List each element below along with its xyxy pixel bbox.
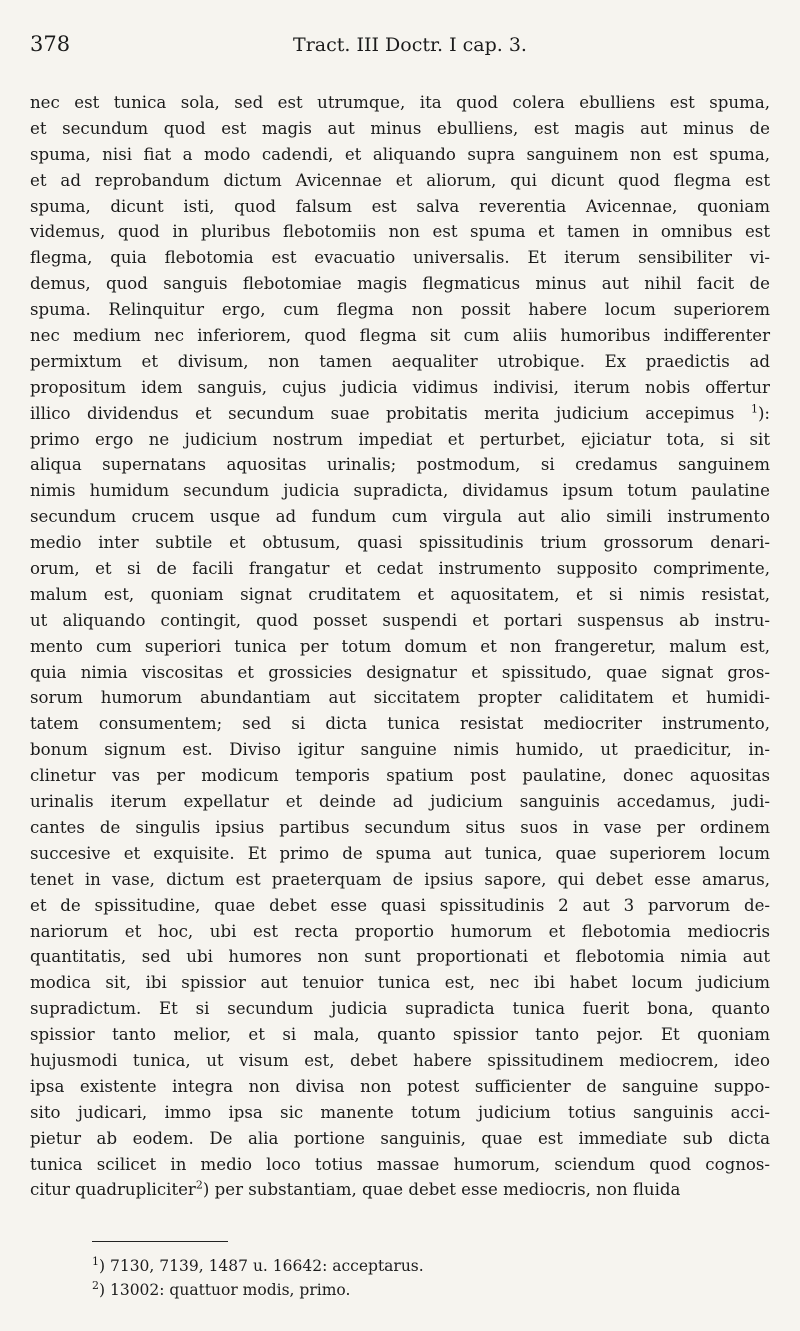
footnote-mark: 1 bbox=[750, 402, 758, 416]
text-line: supradictum. Et si secundum judicia supradicta tunica fuerit bona, quanto bbox=[30, 999, 770, 1019]
footnote-2 bbox=[92, 1278, 424, 1302]
text-line: spissior tanto melior, et si mala, quanto spissior tanto pejor. Et quoniam bbox=[30, 1025, 770, 1045]
text-line: aliqua supernatans aquositas urinalis; postmodum, si credamus sanguinem bbox=[30, 455, 770, 475]
text-line: medio inter subtile et obtusum, quasi spissitudinis trium grossorum denari- bbox=[30, 533, 770, 553]
text-line bbox=[30, 1177, 770, 1203]
text-line: malum est, quoniam signat cruditatem et aquositatem, et si nimis resistat, bbox=[30, 584, 770, 604]
footnote-ref-2 bbox=[196, 1180, 209, 1199]
footnote-divider bbox=[92, 1241, 228, 1242]
text-line: primo ergo ne judicium nostrum impediat et perturbet, ejiciatur tota, si sit bbox=[30, 429, 770, 449]
text-line: orum, et si de facili frangatur et cedat instrumento supposito comprimente, bbox=[30, 559, 770, 579]
text-line: bonum signum est. Diviso igitur sanguine nimis humido, ut praedicitur, in- bbox=[30, 740, 770, 760]
text-line: spuma, nisi fiat a modo cadendi, et aliquando supra sanguinem non est spuma, bbox=[30, 144, 770, 164]
text-line: sorum humorum abundantiam aut siccitatem propter caliditatem et humidi- bbox=[30, 688, 770, 708]
footnote-1 bbox=[92, 1254, 424, 1278]
footnote-ref-suffix: ) bbox=[202, 1180, 210, 1200]
text-line: tenet in vase, dictum est praeterquam de ipsius sapore, qui debet esse amarus, bbox=[30, 869, 770, 889]
text-line: ut aliquando contingit, quod posset suspendi et portari suspensus ab instru- bbox=[30, 610, 770, 630]
footnote-number: 2 bbox=[92, 1278, 99, 1292]
footnote-mark: 2 bbox=[195, 1178, 203, 1192]
page-header bbox=[30, 32, 770, 60]
text-line: pietur ab eodem. De alia portione sanguinis, quae est immediate sub dicta bbox=[30, 1128, 770, 1148]
text-line: sito judicari, immo ipsa sic manente totum judicium totius sanguinis acci- bbox=[30, 1102, 770, 1122]
text-line: demus, quod sanguis flebotomiae magis flegmaticus minus aut nihil facit de bbox=[30, 274, 770, 294]
text-line: cantes de singulis ipsius partibus secundum situs suos in vase per ordinem bbox=[30, 817, 770, 837]
page-number: 378 bbox=[30, 32, 71, 56]
text-segment: citur quadrupliciter bbox=[30, 1180, 196, 1200]
footnote-number: 1 bbox=[92, 1254, 99, 1268]
footnote-ref-1 bbox=[751, 404, 770, 423]
footnotes bbox=[92, 1254, 424, 1302]
text-line: propositum idem sanguis, cujus judicia vidimus indivisi, iterum nobis offertur bbox=[30, 377, 770, 397]
text-line: permixtum et divisum, non tamen aequaliter utrobique. Ex praedictis ad bbox=[30, 351, 770, 371]
text-line: tunica scilicet in medio loco totius massae humorum, sciendum quod cognos- bbox=[30, 1154, 770, 1174]
text-line bbox=[30, 401, 770, 427]
text-line: ipsa existente integra non divisa non potest sufficienter de sanguine suppo- bbox=[30, 1076, 770, 1096]
text-line: tatem consumentem; sed si dicta tunica resistat mediocriter instrumento, bbox=[30, 714, 770, 734]
footnote-text: ) 13002: quattuor modis, primo. bbox=[99, 1281, 351, 1299]
text-line: urinalis iterum expellatur et deinde ad judicium sanguinis accedamus, judi- bbox=[30, 792, 770, 812]
running-head: Tract. III Doctr. I cap. 3. bbox=[293, 34, 527, 56]
text-line: quia nimia viscositas et grossicies designatur et spissitudo, quae signat gros- bbox=[30, 662, 770, 682]
text-line: quantitatis, sed ubi humores non sunt proportionati et flebotomia nimia aut bbox=[30, 947, 770, 967]
text-line: succesive et exquisite. Et primo de spuma aut tunica, quae superiorem locum bbox=[30, 843, 770, 863]
footnote-ref-suffix: ): bbox=[757, 403, 771, 423]
text-line: hujusmodi tunica, ut visum est, debet habere spissitudinem mediocrem, ideo bbox=[30, 1050, 770, 1070]
footnote-text: ) 7130, 7139, 1487 u. 16642: acceptarus. bbox=[99, 1257, 424, 1275]
text-segment: illico dividendus et secundum suae probitatis merita judicium accepimus bbox=[30, 403, 735, 423]
text-line: spuma. Relinquitur ergo, cum flegma non possit habere locum superiorem bbox=[30, 300, 770, 320]
text-line: flegma, quia flebotomia est evacuatio universalis. Et iterum sensibiliter vi- bbox=[30, 248, 770, 268]
text-line: nec est tunica sola, sed est utrumque, ita quod colera ebulliens est spuma, bbox=[30, 93, 770, 112]
text-line: spuma, dicunt isti, quod falsum est salva reverentia Avicennae, quoniam bbox=[30, 196, 770, 216]
text-line: et ad reprobandum dictum Avicennae et aliorum, qui dicunt quod flegma est bbox=[30, 170, 770, 190]
text-line: modica sit, ibi spissior aut tenuior tunica est, nec ibi habet locum judicium bbox=[30, 973, 770, 993]
body-text bbox=[30, 90, 770, 1203]
text-line: nec medium nec inferiorem, quod flegma sit cum aliis humoribus indifferenter bbox=[30, 326, 770, 346]
text-segment: per substantiam, quae debet esse mediocris, non fluida bbox=[214, 1180, 681, 1200]
text-line: et de spissitudine, quae debet esse quasi spissitudinis 2 aut 3 parvorum de- bbox=[30, 895, 770, 915]
text-line: secundum crucem usque ad fundum cum virgula aut alio simili instrumento bbox=[30, 507, 770, 527]
text-line: nariorum et hoc, ubi est recta proportio humorum et flebotomia mediocris bbox=[30, 921, 770, 941]
text-line: nimis humidum secundum judicia supradicta, dividamus ipsum totum paulatine bbox=[30, 481, 770, 501]
text-line: videmus, quod in pluribus flebotomiis non est spuma et tamen in omnibus est bbox=[30, 222, 770, 242]
text-line: et secundum quod est magis aut minus ebulliens, est magis aut minus de bbox=[30, 118, 770, 138]
text-line: mento cum superiori tunica per totum domum et non frangeretur, malum est, bbox=[30, 636, 770, 656]
text-line: clinetur vas per modicum temporis spatium post paulatine, donec aquositas bbox=[30, 766, 770, 786]
